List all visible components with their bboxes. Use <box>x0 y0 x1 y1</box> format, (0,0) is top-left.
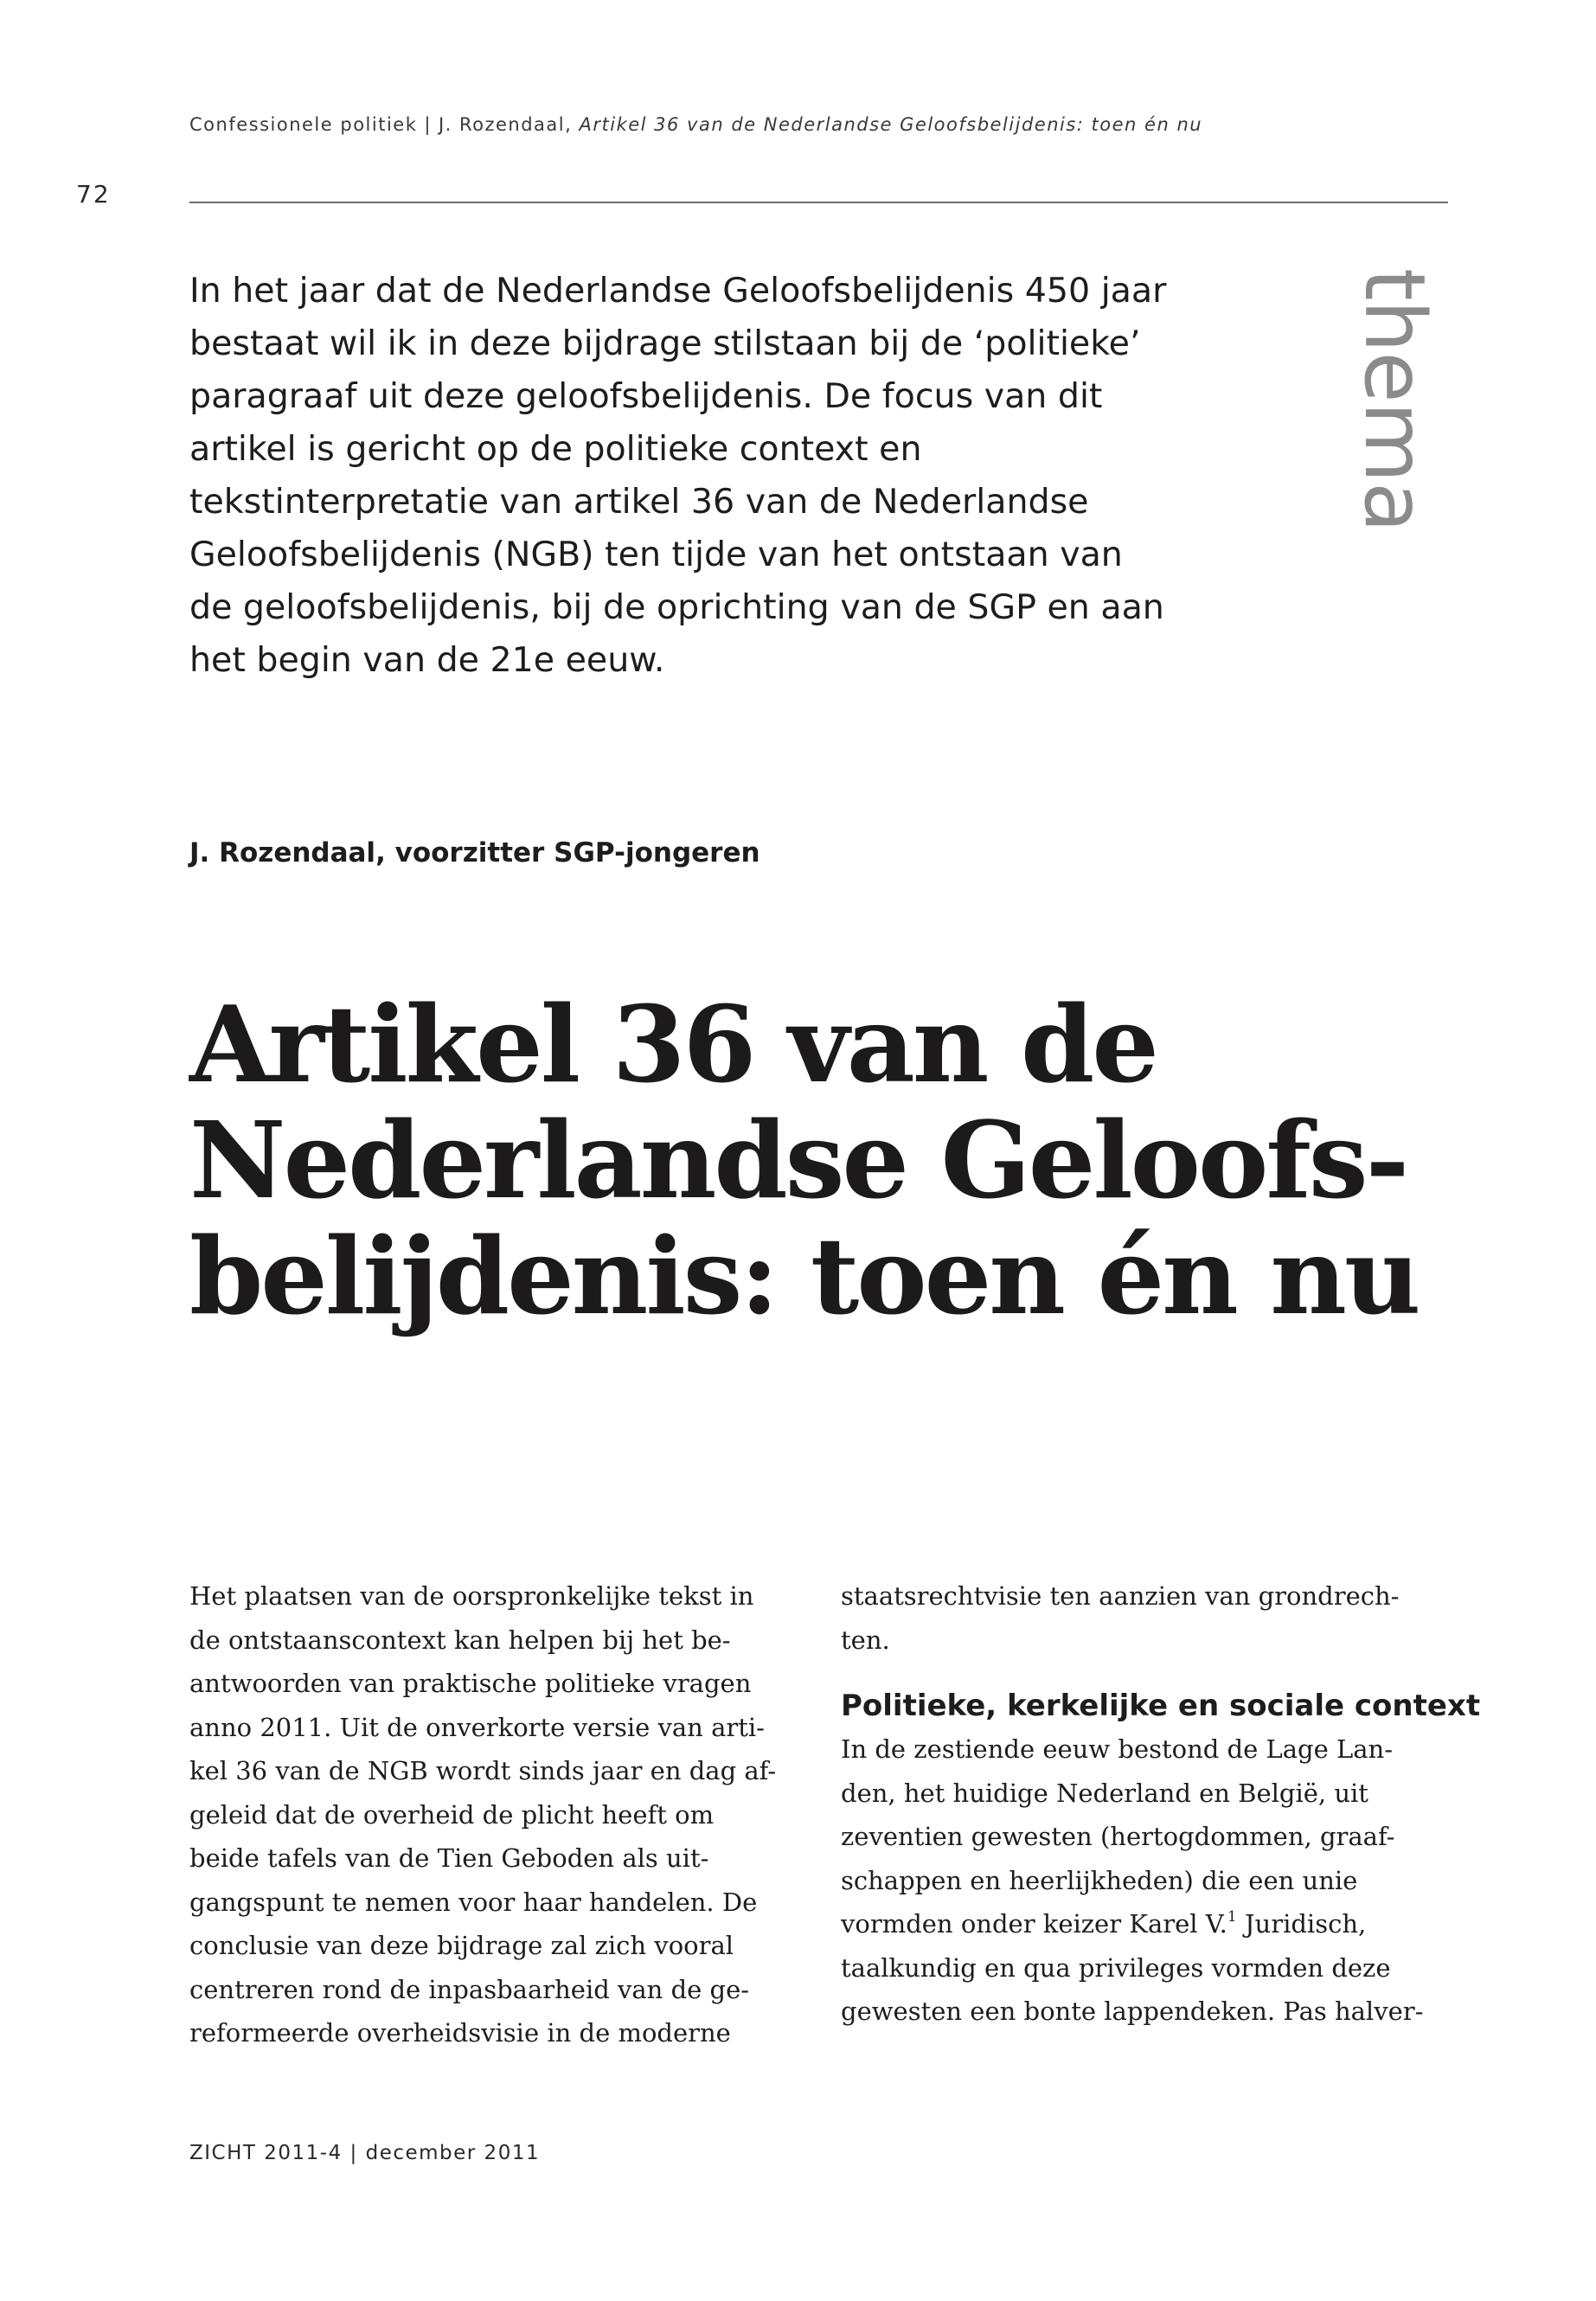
body-line: gewesten een bonte lappendeken. Pas halver- <box>841 1997 1424 2026</box>
footnote-marker[interactable]: 1 <box>1227 1908 1237 1926</box>
running-head-section: Confessionele politiek <box>189 114 418 135</box>
body-line-with-footnote <box>841 1902 1446 1946</box>
body-line: In de zestiende eeuw bestond de Lage Lan- <box>841 1734 1394 1764</box>
running-head-separator: | <box>424 114 432 135</box>
section-label: thema <box>1346 268 1443 532</box>
body-line: den, het huidige Nederland en België, uit <box>841 1778 1368 1808</box>
body-line-text: Juridisch, <box>1236 1909 1367 1939</box>
body-line: conclusie van deze bijdrage zal zich vooral <box>189 1931 734 1960</box>
body-column-left <box>189 1574 795 2055</box>
body-line: anno 2011. Uit de onverkorte versie van arti- <box>189 1712 765 1742</box>
body-line: staatsrechtvisie ten aanzien van grondrech- <box>841 1581 1400 1611</box>
body-line: ten. <box>841 1625 890 1655</box>
body-line: gangspunt te nemen voor haar handelen. De <box>189 1887 758 1917</box>
intro-line: het begin van de 21e eeuw. <box>189 640 665 680</box>
author-byline: J. Rozendaal, voorzitter SGP-jongeren <box>189 837 760 868</box>
running-head <box>189 114 1202 135</box>
running-head-author: J. Rozendaal, <box>438 114 573 135</box>
title-line: Nederlandse Geloofs- <box>189 1098 1407 1222</box>
intro-line: artikel is gericht op de politieke context en <box>189 429 922 469</box>
page-footer: ZICHT 2011-4 | december 2011 <box>189 2142 541 2164</box>
header-divider <box>189 202 1448 203</box>
body-line: kel 36 van de NGB wordt sinds jaar en dag af- <box>189 1756 777 1785</box>
title-line: belijdenis: toen én nu <box>189 1214 1419 1338</box>
section-subheading: Politieke, kerkelijke en sociale context <box>841 1689 1481 1723</box>
body-line: Het plaatsen van de oorspronkelijke tekst in <box>189 1581 754 1611</box>
intro-line: tekstinterpretatie van artikel 36 van de Nederlandse <box>189 482 1089 522</box>
body-line: schappen en heerlijkheden) die een unie <box>841 1865 1358 1895</box>
body-line: beide tafels van de Tien Geboden als uit- <box>189 1843 709 1873</box>
body-column-right <box>841 1574 1481 2034</box>
body-line: reformeerde overheidsvisie in de moderne <box>189 2018 731 2048</box>
intro-paragraph <box>189 265 1176 687</box>
body-line: geleid dat de overheid de plicht heeft om <box>189 1799 715 1830</box>
intro-line: paragraaf uit deze geloofsbelijdenis. De focus van dit <box>189 376 1103 416</box>
body-line: de ontstaanscontext kan helpen bij het be- <box>189 1625 731 1655</box>
body-line-text: vormden onder keizer Karel V. <box>841 1909 1227 1939</box>
intro-line: In het jaar dat de Nederlandse Geloofsbelijdenis 450 jaar <box>189 271 1167 311</box>
body-line: taalkundig en qua privileges vormden deze <box>841 1952 1391 1983</box>
intro-line: de geloofsbelijdenis, bij de oprichting van de SGP en aan <box>189 587 1164 627</box>
page-number: 72 <box>76 180 111 208</box>
running-head-article-title: Artikel 36 van de Nederlandse Geloofsbelijdenis: toen én nu <box>579 114 1203 135</box>
body-line: antwoorden van praktische politieke vragen <box>189 1669 752 1698</box>
intro-line: Geloofsbelijdenis (NGB) ten tijde van het ontstaan van <box>189 535 1123 574</box>
title-line: Artikel 36 van de <box>189 982 1157 1106</box>
body-line: zeventien gewesten (hertogdommen, graaf- <box>841 1822 1395 1851</box>
body-line: centreren rond de inpasbaarheid van de ge- <box>189 1974 750 2004</box>
intro-line: bestaat wil ik in deze bijdrage stilstaan bij de ‘politieke’ <box>189 324 1141 363</box>
article-title <box>189 982 1487 1338</box>
